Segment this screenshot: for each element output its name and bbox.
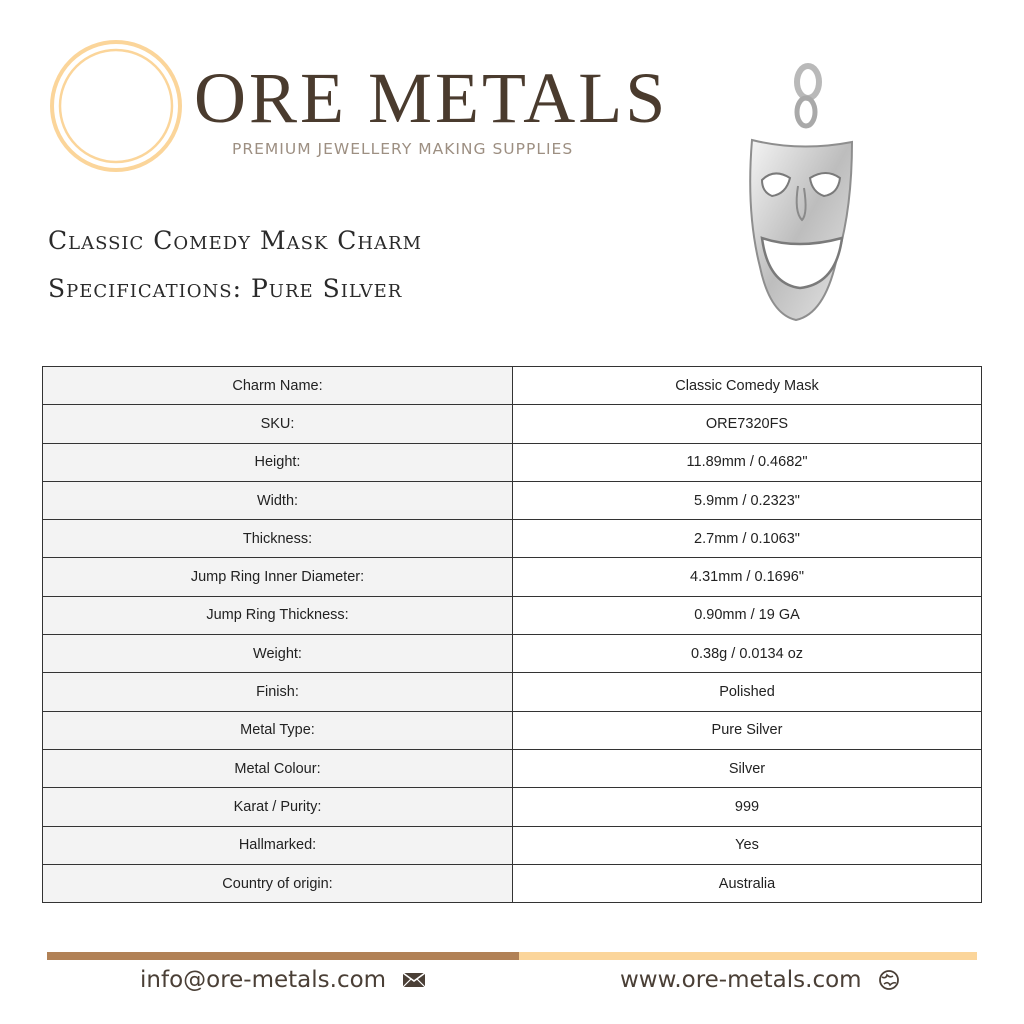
table-row <box>43 596 982 634</box>
spec-value: Silver <box>513 749 982 787</box>
spec-label: Hallmarked: <box>43 826 513 864</box>
footer-bar-left <box>47 952 519 960</box>
table-row <box>43 520 982 558</box>
spec-label: Width: <box>43 481 513 519</box>
specs-table <box>42 366 982 903</box>
spec-value: Polished <box>513 673 982 711</box>
spec-label: Height: <box>43 443 513 481</box>
spec-value: 999 <box>513 788 982 826</box>
spec-label: Jump Ring Inner Diameter: <box>43 558 513 596</box>
logo-rings-icon <box>48 38 184 174</box>
spec-value: 5.9mm / 0.2323" <box>513 481 982 519</box>
spec-value: 0.38g / 0.0134 oz <box>513 635 982 673</box>
spec-label: Finish: <box>43 673 513 711</box>
spec-value: Classic Comedy Mask <box>513 367 982 405</box>
spec-label: Thickness: <box>43 520 513 558</box>
table-row <box>43 635 982 673</box>
spec-label: Metal Colour: <box>43 749 513 787</box>
brand-tagline: PREMIUM JEWELLERY MAKING SUPPLIES <box>232 140 574 158</box>
table-row <box>43 826 982 864</box>
spec-label: Metal Type: <box>43 711 513 749</box>
spec-value: ORE7320FS <box>513 405 982 443</box>
brand-name: ORE METALS <box>194 58 669 138</box>
table-row <box>43 673 982 711</box>
spec-value: Australia <box>513 864 982 902</box>
spec-label: Karat / Purity: <box>43 788 513 826</box>
table-row <box>43 558 982 596</box>
spec-label: Charm Name: <box>43 367 513 405</box>
spec-value: 11.89mm / 0.4682" <box>513 443 982 481</box>
spec-value: Pure Silver <box>513 711 982 749</box>
product-subtitle: Specifications: Pure Silver <box>48 274 403 303</box>
globe-icon <box>878 969 900 991</box>
table-row <box>43 788 982 826</box>
footer-bar-right <box>519 952 977 960</box>
table-row <box>43 749 982 787</box>
envelope-icon <box>402 972 426 988</box>
table-row <box>43 864 982 902</box>
website-text[interactable]: www.ore-metals.com <box>620 967 862 993</box>
spec-value: 4.31mm / 0.1696" <box>513 558 982 596</box>
table-row <box>43 367 982 405</box>
spec-label: Country of origin: <box>43 864 513 902</box>
comedy-mask-charm-image <box>740 62 860 324</box>
table-row <box>43 481 982 519</box>
footer-website[interactable] <box>620 964 900 996</box>
spec-value: 2.7mm / 0.1063" <box>513 520 982 558</box>
spec-label: Weight: <box>43 635 513 673</box>
email-text[interactable]: info@ore-metals.com <box>140 967 387 993</box>
spec-value: 0.90mm / 19 GA <box>513 596 982 634</box>
table-row <box>43 405 982 443</box>
product-title: Classic Comedy Mask Charm <box>48 226 423 255</box>
footer-email[interactable] <box>140 964 426 996</box>
table-row <box>43 443 982 481</box>
spec-value: Yes <box>513 826 982 864</box>
table-row <box>43 711 982 749</box>
spec-label: Jump Ring Thickness: <box>43 596 513 634</box>
spec-label: SKU: <box>43 405 513 443</box>
